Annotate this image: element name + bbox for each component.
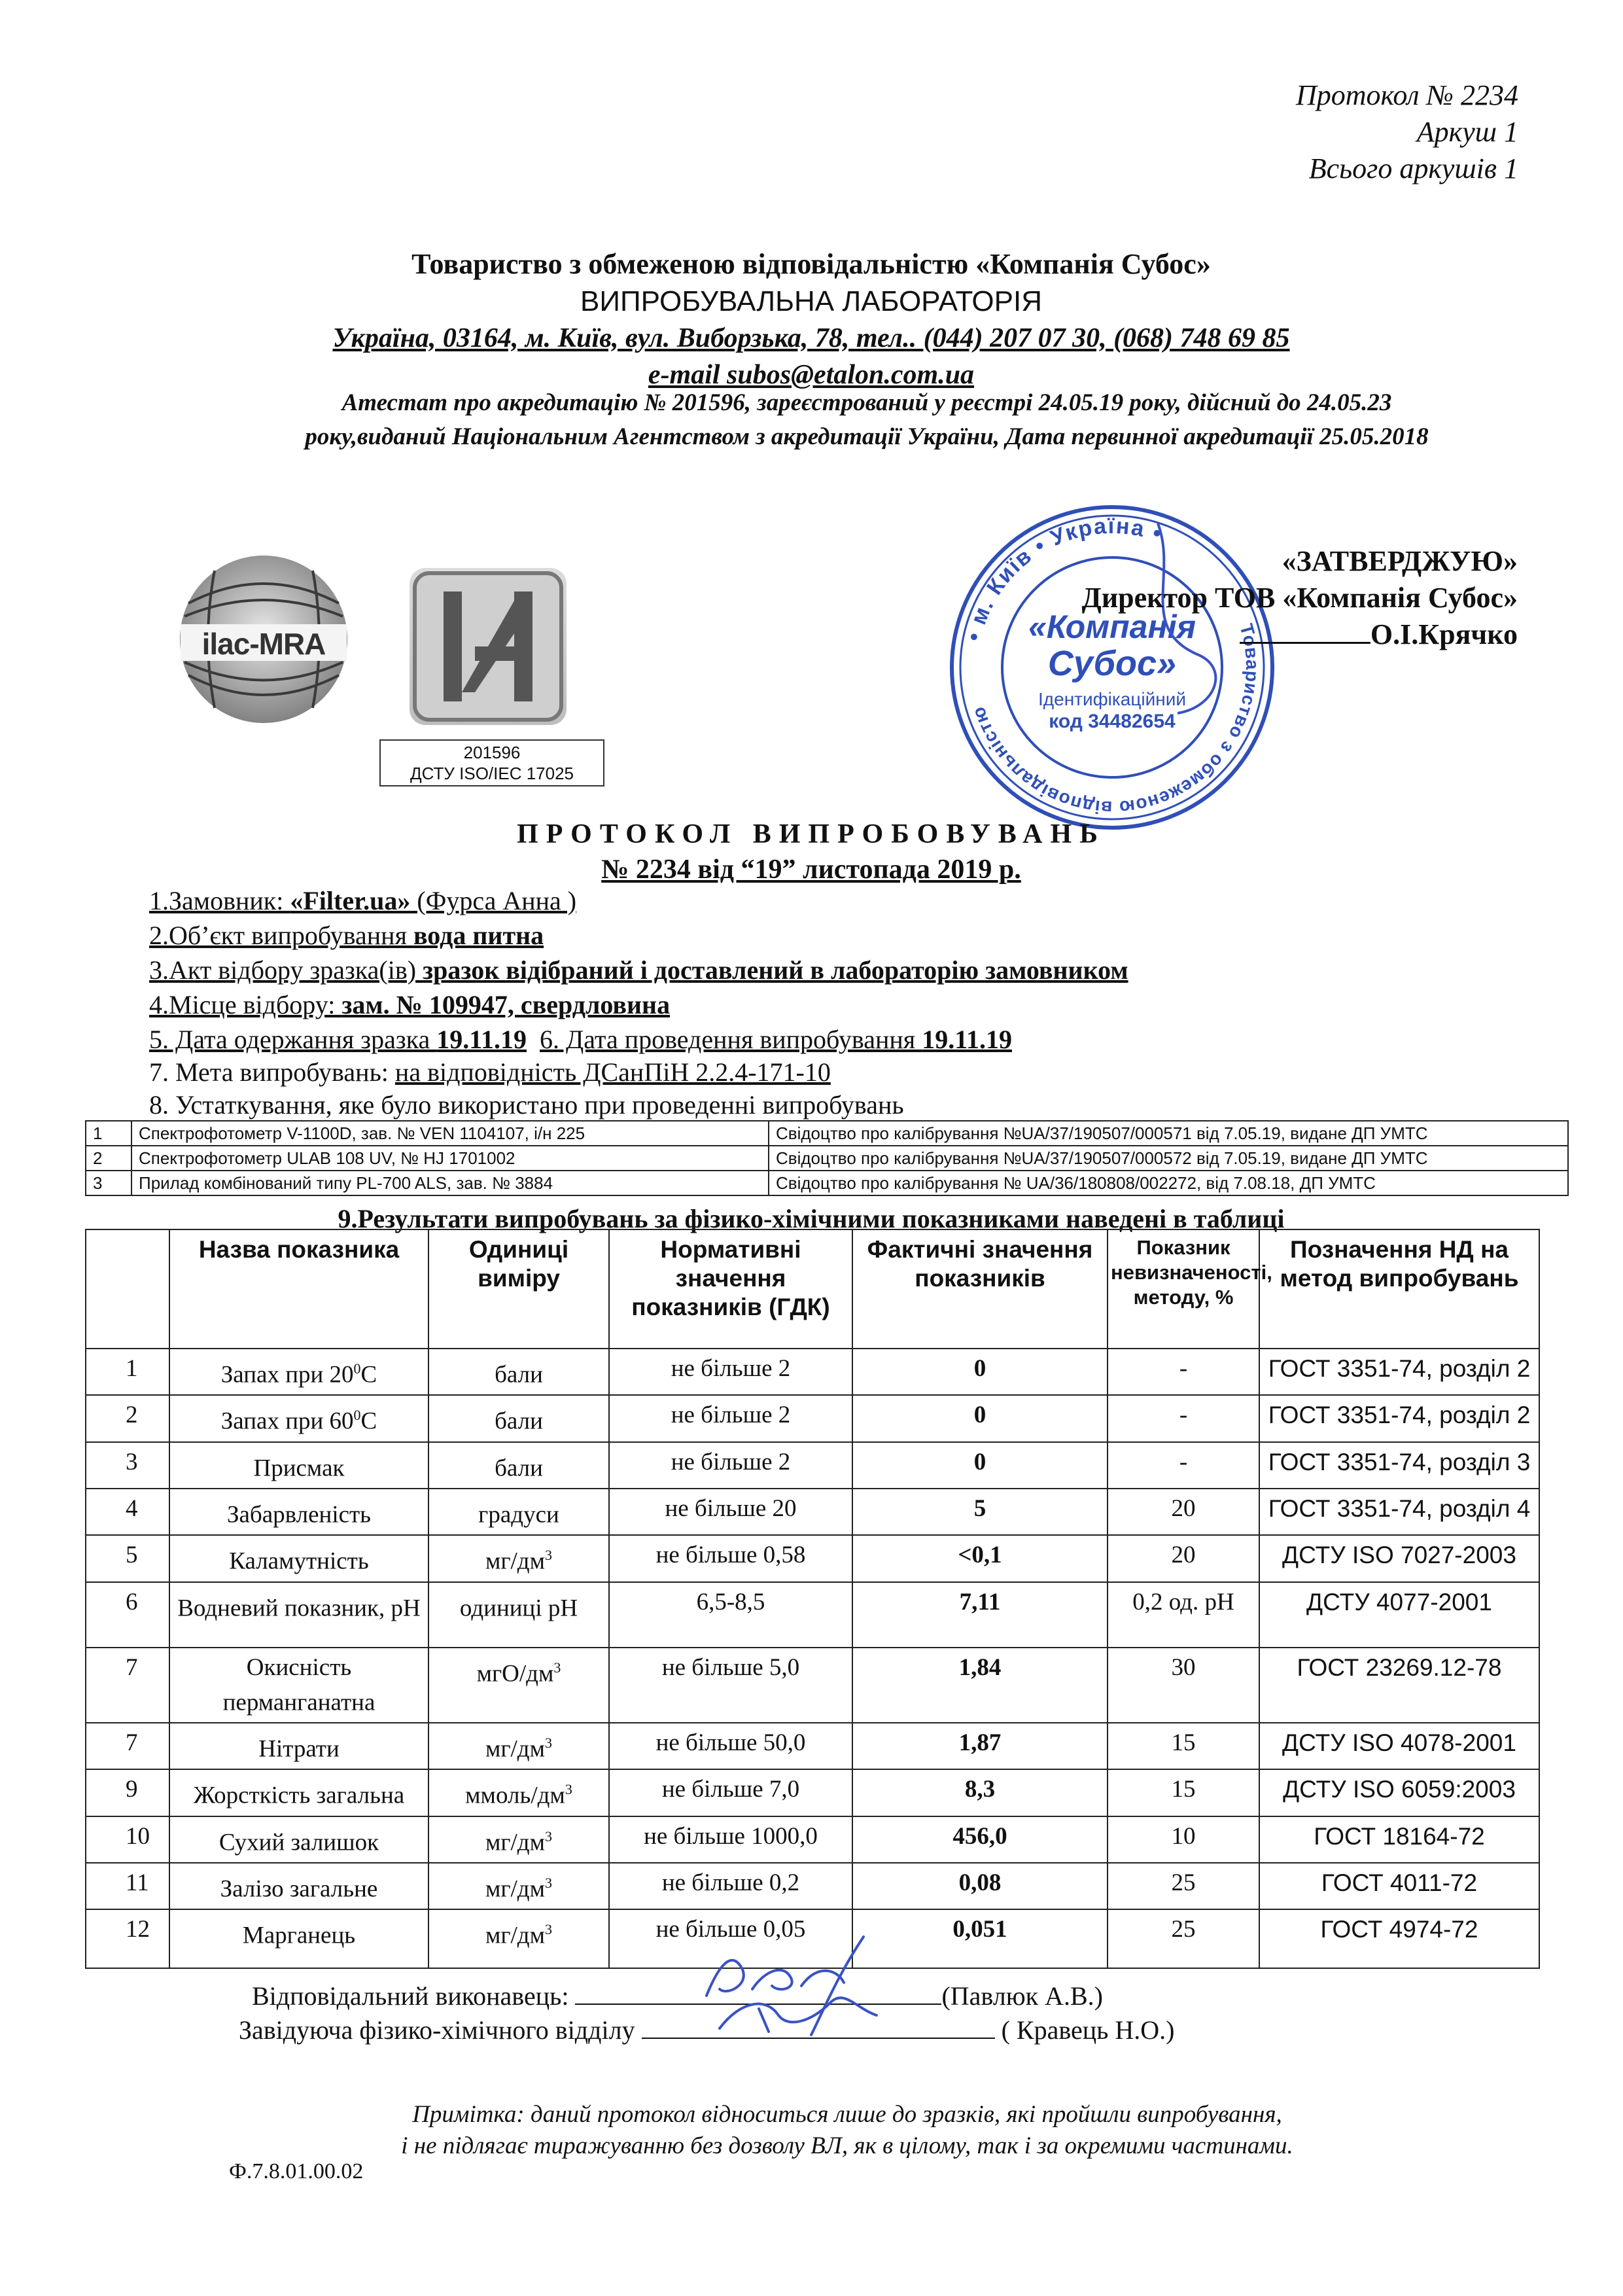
result-method: ГОСТ 3351-74, розділ 2	[1259, 1349, 1539, 1395]
result-norm: не більше 5,0	[609, 1648, 852, 1723]
table-row	[86, 1816, 1539, 1863]
table-row	[86, 1121, 1568, 1146]
approval-signature-row	[1021, 616, 1518, 653]
result-unit-text: мг/дм	[485, 1735, 546, 1763]
object-label: 2.Об’єкт випробування	[149, 921, 413, 950]
result-unit-text: бали	[495, 1407, 543, 1435]
result-method: ГОСТ 23269.12-78	[1259, 1648, 1539, 1723]
result-unit	[428, 1863, 609, 1909]
result-unit-sup: 3	[545, 1828, 553, 1845]
result-name-text: Сухий залишок	[218, 1828, 379, 1856]
result-name-text: Залізо загальне	[220, 1875, 378, 1903]
result-uncertainty: 25	[1108, 1863, 1259, 1909]
result-name-text: Запах при 60	[220, 1407, 354, 1435]
result-uncertainty: 15	[1108, 1769, 1259, 1816]
result-uncertainty: 30	[1108, 1648, 1259, 1723]
purpose-value: на відповідність ДСанПіН 2.2.4-171-10	[394, 1057, 831, 1087]
approval-position: Директор ТОВ «Компанія Субос»	[1081, 582, 1518, 614]
result-norm: не більше 2	[609, 1349, 852, 1395]
result-method: ДСТУ 4077-2001	[1259, 1582, 1539, 1648]
result-number: 2	[86, 1395, 169, 1441]
result-unit	[428, 1648, 609, 1723]
result-norm: не більше 0,2	[609, 1863, 852, 1909]
result-number: 12	[86, 1909, 169, 1968]
result-method: ДСТУ ISO 7027-2003	[1259, 1535, 1539, 1581]
table-row	[86, 1648, 1539, 1723]
object-value: вода питна	[413, 921, 544, 950]
result-name-text: Нітрати	[258, 1735, 340, 1763]
svg-text:код 34482654: код 34482654	[1049, 711, 1176, 732]
receipt-date-value: 19.11.19	[436, 1025, 527, 1054]
executor-label: Відповідальний виконавець:	[252, 1981, 576, 2011]
result-name-sup: 0	[353, 1407, 361, 1424]
result-method: ДСТУ ISO 4078-2001	[1259, 1723, 1539, 1769]
result-name-tail: С	[360, 1407, 377, 1435]
col-unit: Одиниці виміру	[428, 1229, 609, 1349]
col-uncertainty: Показник невизначеності, методу, %	[1108, 1229, 1259, 1349]
sampling-place-value: зам. № 109947, свердловина	[341, 990, 671, 1019]
result-norm: 6,5-8,5	[609, 1582, 852, 1648]
table-row	[86, 1395, 1539, 1441]
result-unit	[428, 1909, 609, 1968]
equipment-device: Спектрофотометр ULAB 108 UV, № HJ 1701002	[131, 1146, 769, 1171]
result-unit	[428, 1816, 609, 1863]
result-method: ГОСТ 3351-74, розділ 3	[1259, 1442, 1539, 1489]
result-name-sup: 0	[353, 1360, 361, 1377]
results-body	[86, 1349, 1539, 1968]
organization-address: Україна, 03164, м. Київ, вул. Виборзька, 78, тел.. (044) 207 07 30, (068) 748 69 85	[332, 323, 1290, 353]
result-norm: не більше 20	[609, 1489, 852, 1535]
result-name-text: Присмак	[253, 1454, 345, 1481]
result-name	[169, 1442, 428, 1489]
result-number: 1	[86, 1349, 169, 1395]
result-uncertainty: 15	[1108, 1723, 1259, 1769]
result-name-text: Жорсткість загальна	[193, 1782, 405, 1809]
result-method: ГОСТ 4974-72	[1259, 1909, 1539, 1968]
executor-name: (Павлюк А.В.)	[941, 1981, 1103, 2011]
col-name: Назва показника	[169, 1229, 428, 1349]
accreditation-info	[229, 386, 1505, 454]
result-name	[169, 1349, 428, 1395]
table-row	[86, 1723, 1539, 1769]
result-unit-text: бали	[495, 1361, 543, 1388]
sampling-act-value: зразок відібраний і доставлений в лабораторію замовником	[423, 955, 1128, 985]
result-number: 3	[86, 1442, 169, 1489]
customer-value: «Filter.ua»	[290, 886, 411, 915]
result-unit-sup: 3	[545, 1547, 553, 1564]
result-uncertainty: -	[1108, 1349, 1259, 1395]
result-uncertainty: -	[1108, 1395, 1259, 1441]
head-name: ( Кравець Н.О.)	[994, 2015, 1175, 2045]
result-uncertainty: 20	[1108, 1489, 1259, 1535]
result-number: 4	[86, 1489, 169, 1535]
result-actual: 8,3	[852, 1769, 1108, 1816]
result-method: ГОСТ 18164-72	[1259, 1816, 1539, 1863]
field-dates	[149, 1022, 1012, 1057]
result-unit-text: мгО/дм	[476, 1659, 554, 1687]
receipt-date-label: 5. Дата одержання зразка	[149, 1025, 437, 1054]
result-actual: 0,051	[852, 1909, 1108, 1968]
accreditation-line-2: року,виданий Національним Агентством з акредитації України, Дата первинної акредитації 25.05.2018	[305, 423, 1429, 450]
svg-text:Товариство з обмеженою відпові: Товариство з обмеженою відповідальністю	[968, 621, 1263, 819]
result-unit-text: градуси	[478, 1501, 559, 1528]
col-method: Позначення НД на метод випробувань	[1259, 1229, 1539, 1349]
field-equipment	[149, 1087, 904, 1123]
results-caption: 9.Результати випробувань за фізико-хімічними показниками наведені в таблиці	[338, 1204, 1285, 1233]
table-row	[86, 1442, 1539, 1489]
result-unit-text: бали	[495, 1454, 543, 1481]
document-title: ПРОТОКОЛ ВИПРОБОВУВАНЬ	[517, 819, 1106, 849]
svg-text:«Компанія: «Компанія	[1028, 609, 1196, 645]
result-norm: не більше 2	[609, 1395, 852, 1441]
test-date-label: 6. Дата проведення випробування	[540, 1025, 922, 1054]
result-name-text: Водневий показник, pH	[177, 1594, 421, 1621]
svg-text:• м. Київ • Україна •: • м. Київ • Україна •	[961, 513, 1166, 644]
result-unit-text: мг/дм	[485, 1547, 546, 1575]
result-number: 10	[86, 1816, 169, 1863]
equipment-certificate: Свідоцтво про калібрування № UA/36/180808/002272, від 7.08.18, ДП УМТС	[769, 1171, 1568, 1195]
head-label: Завідуюча фізико-хімічного відділу	[239, 2015, 642, 2045]
field-sampling-act	[149, 953, 1128, 988]
result-name	[169, 1395, 428, 1441]
result-norm: не більше 50,0	[609, 1723, 852, 1769]
result-name-text: Каламутність	[229, 1547, 369, 1575]
result-uncertainty: 0,2 од. pH	[1108, 1582, 1259, 1648]
organization-name: Товариство з обмеженою відповідальністю «Компанія Субос»	[411, 248, 1211, 280]
purpose-label: 7. Мета випробувань:	[149, 1057, 395, 1087]
col-number	[86, 1229, 169, 1349]
result-uncertainty: 10	[1108, 1816, 1259, 1863]
result-number: 7	[86, 1648, 169, 1723]
ilac-mra-logo	[175, 551, 352, 728]
result-actual: 0	[852, 1349, 1108, 1395]
protocol-info	[1191, 77, 1518, 187]
result-actual: 7,11	[852, 1582, 1108, 1648]
approval-title: «ЗАТВЕРДЖУЮ»	[1282, 545, 1518, 577]
sampling-act-label: 3.Акт відбору зразка(ів)	[149, 955, 423, 985]
result-number: 9	[86, 1769, 169, 1816]
result-method: ДСТУ ISO 6059:2003	[1259, 1769, 1539, 1816]
accreditation-standard: ДСТУ ISO/IEC 17025	[410, 764, 574, 783]
equipment-certificate: Свідоцтво про калібрування №UA/37/190507/000572 від 7.05.19, видане ДП УМТС	[769, 1146, 1568, 1171]
result-unit-sup: 3	[553, 1659, 561, 1676]
result-name	[169, 1723, 428, 1769]
result-norm: не більше 1000,0	[609, 1816, 852, 1863]
result-name	[169, 1769, 428, 1816]
table-row	[86, 1582, 1539, 1648]
footnote-line-2: і не підлягає тиражуванню без дозволу ВЛ, як в цілому, так і за окремими частинами.	[401, 2132, 1293, 2159]
result-name-text: Запах при 20	[220, 1361, 354, 1388]
result-actual: 5	[852, 1489, 1108, 1535]
result-name-tail: С	[360, 1361, 377, 1388]
result-unit-text: мг/дм	[485, 1922, 546, 1949]
result-name-text: Марганець	[242, 1922, 356, 1949]
approval-signature-line	[1240, 642, 1370, 644]
result-name-text: Окисність перманганатна	[222, 1653, 375, 1716]
result-unit	[428, 1535, 609, 1581]
table-header-row	[86, 1229, 1539, 1349]
form-code: Ф.7.8.01.00.02	[229, 2159, 364, 2183]
result-actual: <0,1	[852, 1535, 1108, 1581]
field-sampling-place	[149, 987, 670, 1023]
ilac-label: ilac-MRA	[201, 627, 326, 661]
result-unit-sup: 3	[565, 1781, 572, 1798]
test-date-value: 19.11.19	[922, 1025, 1012, 1054]
result-unit	[428, 1442, 609, 1489]
handwritten-signatures	[680, 1924, 929, 2041]
result-name	[169, 1582, 428, 1648]
field-purpose	[149, 1055, 831, 1090]
signature-scribble-icon	[680, 1924, 929, 2041]
result-name	[169, 1816, 428, 1863]
table-row	[86, 1146, 1568, 1171]
result-unit-text: мг/дм	[485, 1828, 546, 1856]
results-table	[85, 1229, 1540, 1969]
result-method: ГОСТ 3351-74, розділ 4	[1259, 1489, 1539, 1535]
result-actual: 1,87	[852, 1723, 1108, 1769]
equipment-certificate: Свідоцтво про калібрування №UA/37/190507/000571 від 7.05.19, видане ДП УМТС	[769, 1121, 1568, 1146]
organization-header	[183, 245, 1439, 393]
result-actual: 0,08	[852, 1863, 1108, 1909]
result-unit-text: мг/дм	[485, 1875, 546, 1903]
result-unit-text: ммоль/дм	[465, 1782, 565, 1809]
table-row	[86, 1171, 1568, 1195]
approval-name: О.І.Крячко	[1370, 618, 1518, 650]
result-unit-text: одиниці pH	[459, 1594, 578, 1621]
equipment-device: Прилад комбінований типу PL-700 ALS, зав. № 3884	[131, 1171, 769, 1195]
result-uncertainty: 20	[1108, 1535, 1259, 1581]
footnote	[275, 2099, 1420, 2162]
result-norm: не більше 7,0	[609, 1769, 852, 1816]
footnote-line-1: Примітка: даний протокол відноситься лише до зразків, які пройшли випробування,	[412, 2101, 1282, 2128]
result-name	[169, 1489, 428, 1535]
result-norm: не більше 0,58	[609, 1535, 852, 1581]
naau-logo	[410, 568, 567, 725]
result-unit	[428, 1489, 609, 1535]
result-name	[169, 1909, 428, 1968]
result-unit-sup: 3	[545, 1734, 553, 1751]
naau-emblem-icon	[410, 568, 567, 725]
equipment-table	[85, 1120, 1569, 1196]
result-number: 11	[86, 1863, 169, 1909]
sampling-place-label: 4.Місце відбору:	[149, 990, 342, 1019]
accreditation-line-1: Атестат про акредитацію № 201596, зареєстрований у реєстрі 24.05.19 року, дійсний до 24.05.23	[341, 389, 1392, 416]
svg-text:Субос»: Субос»	[1047, 644, 1177, 683]
result-unit-sup: 3	[545, 1874, 553, 1891]
result-name	[169, 1648, 428, 1723]
protocol-number: Протокол № 2234	[1295, 79, 1518, 111]
result-unit	[428, 1582, 609, 1648]
col-actual: Фактичні значення показників	[852, 1229, 1108, 1349]
result-unit	[428, 1769, 609, 1816]
table-row	[86, 1769, 1539, 1816]
field-object	[149, 918, 544, 953]
result-actual: 1,84	[852, 1648, 1108, 1723]
organization-email: e-mail subos@etalon.com.ua	[648, 360, 975, 390]
table-row	[86, 1489, 1539, 1535]
result-number: 6	[86, 1582, 169, 1648]
executor-signature	[252, 1980, 1103, 2013]
result-method: ГОСТ 3351-74, розділ 2	[1259, 1395, 1539, 1441]
svg-text:Ідентифікаційний: Ідентифікаційний	[1038, 689, 1186, 709]
accreditation-number: 201596	[463, 743, 521, 762]
result-number: 5	[86, 1535, 169, 1581]
field-customer	[149, 883, 576, 919]
result-unit	[428, 1395, 609, 1441]
equipment-number: 1	[86, 1121, 131, 1146]
result-norm: не більше 2	[609, 1442, 852, 1489]
result-unit-sup: 3	[545, 1921, 553, 1938]
result-method: ГОСТ 4011-72	[1259, 1863, 1539, 1909]
equipment-device: Спектрофотометр V-1100D, зав. № VEN 1104107, і/н 225	[131, 1121, 769, 1146]
result-number: 7	[86, 1723, 169, 1769]
result-name	[169, 1535, 428, 1581]
customer-contact: (Фурса Анна )	[410, 886, 577, 915]
result-unit	[428, 1723, 609, 1769]
result-actual: 0	[852, 1395, 1108, 1441]
table-row	[86, 1349, 1539, 1395]
table-row	[86, 1863, 1539, 1909]
total-sheets: Всього аркушів 1	[1308, 152, 1518, 185]
equipment-number: 2	[86, 1146, 131, 1171]
result-uncertainty: -	[1108, 1442, 1259, 1489]
result-name-text: Забарвленість	[226, 1501, 372, 1528]
customer-label: 1.Замовник:	[149, 886, 290, 915]
col-norm: Нормативні значення показників (ГДК)	[609, 1229, 852, 1349]
document-number-date: № 2234 від “19” листопада 2019 р.	[601, 855, 1021, 885]
table-row	[86, 1535, 1539, 1581]
accreditation-box	[379, 739, 604, 786]
result-name	[169, 1863, 428, 1909]
result-uncertainty: 25	[1108, 1909, 1259, 1968]
result-actual: 456,0	[852, 1816, 1108, 1863]
result-norm: не більше 0,05	[609, 1909, 852, 1968]
result-actual: 0	[852, 1442, 1108, 1489]
equipment-number: 3	[86, 1171, 131, 1195]
equipment-label: 8. Устаткування, яке було використано при проведенні випробувань	[149, 1090, 904, 1120]
result-unit	[428, 1349, 609, 1395]
approval-block	[1021, 543, 1518, 653]
sheet-number: Аркуш 1	[1416, 116, 1518, 148]
laboratory-name: ВИПРОБУВАЛЬНА ЛАБОРАТОРІЯ	[580, 285, 1042, 317]
